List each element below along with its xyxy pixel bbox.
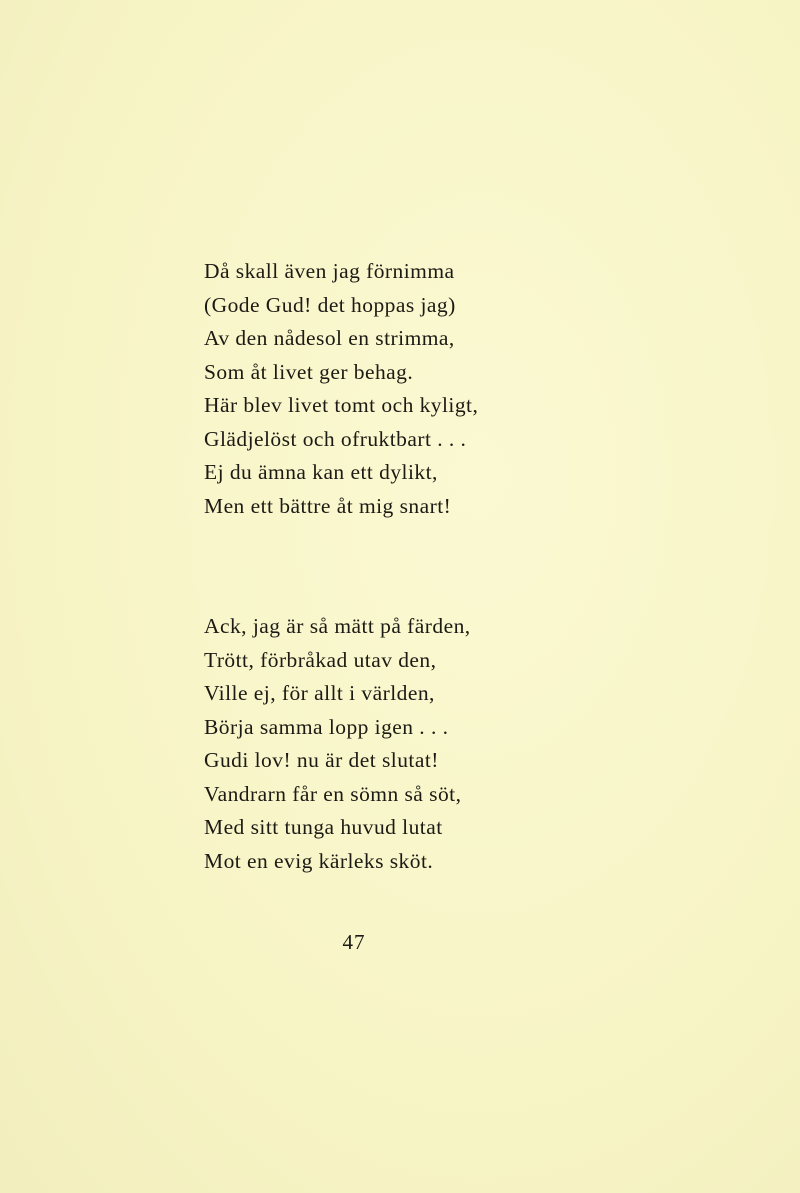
verse-line: Börja samma lopp igen . . . (204, 714, 449, 739)
verse-line: Då skall även jag förnimma (204, 259, 455, 283)
page-number (0, 930, 800, 955)
verse-line: Ville ej, för allt i världen, (204, 681, 435, 705)
verse-line: Som åt livet ger behag. (204, 359, 414, 384)
verse-line: Ack, jag är så mätt på färden, (204, 614, 471, 638)
verse-line: Av den nådesol en strimma, (204, 326, 455, 350)
verse-line: Här blev livet tomt och kyligt, (204, 393, 479, 417)
verse-line: Men ett bättre åt mig snart! (204, 493, 452, 518)
verse-line: Gudi lov! nu är det slutat! (204, 748, 439, 772)
stanza-2 (204, 610, 471, 878)
verse-line: Mot en evig kärleks sköt. (204, 848, 434, 873)
stanza-1 (204, 255, 478, 523)
verse-line: Ej du ämna kan ett dylikt, (204, 460, 438, 484)
verse-line: Trött, förbråkad utav den, (204, 647, 437, 672)
verse-line: Glädjelöst och ofruktbart . . . (204, 426, 467, 451)
verse-line: (Gode Gud! det hoppas jag) (204, 292, 456, 317)
verse-line: Med sitt tunga huvud lutat (204, 815, 443, 839)
page-number-text: 47 (342, 930, 366, 954)
verse-line: Vandrarn får en sömn så söt, (204, 781, 462, 806)
